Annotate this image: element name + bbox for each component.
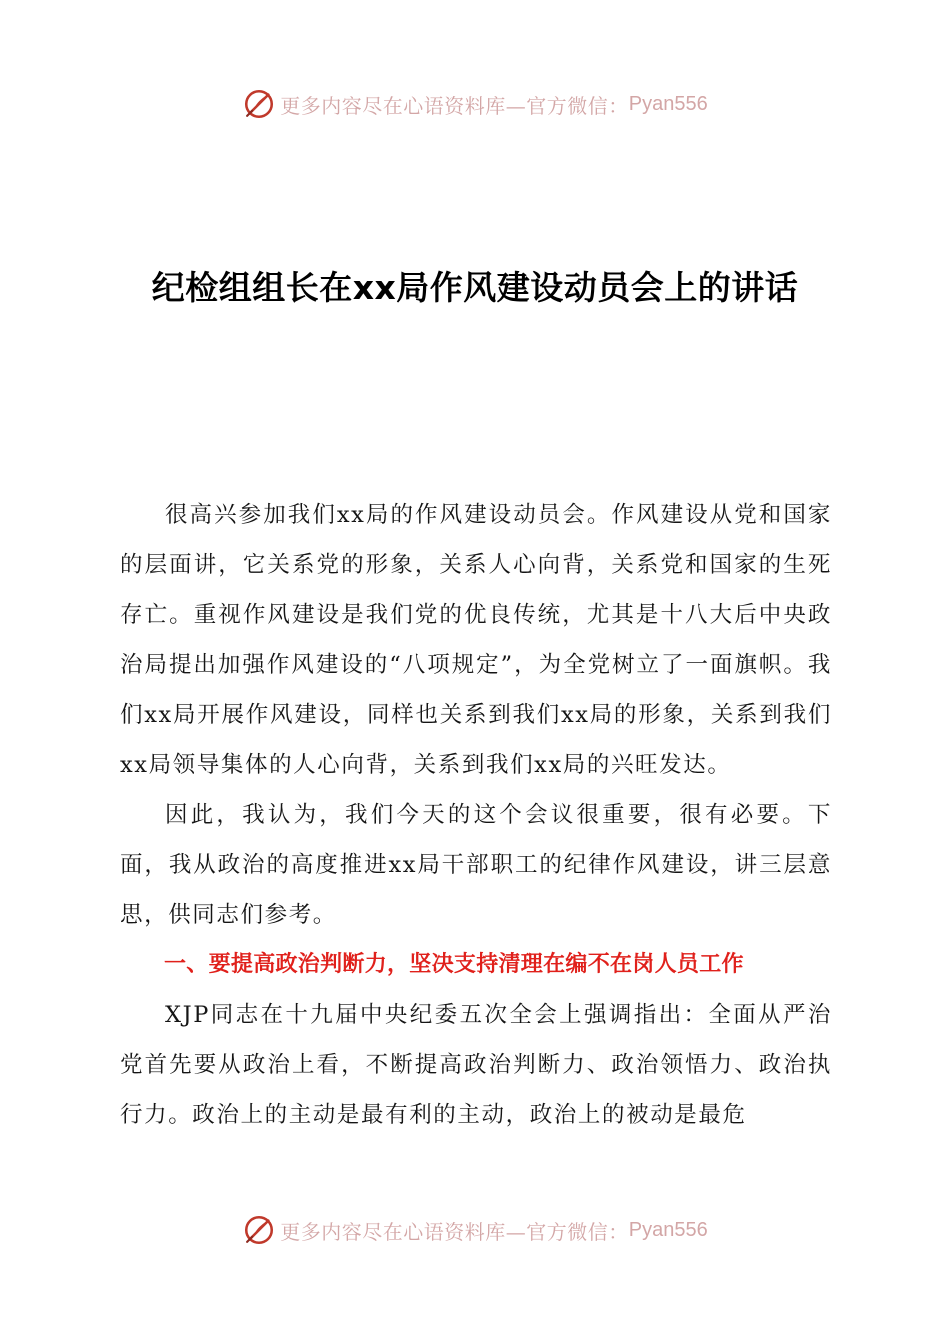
banner-contact: Pyan556 xyxy=(628,92,708,115)
document-body xyxy=(120,490,832,1140)
quill-logo-icon xyxy=(242,1213,276,1247)
banner-contact: Pyan556 xyxy=(628,1218,708,1241)
section-1-paragraph: XJP同志在十九届中央纪委五次全会上强调指出：全面从严治党首先要从政治上看，不断提高政治判断力、政治领悟力、政治执行力。政治上的主动是最有利的主动，政治上的被动是最危 xyxy=(120,1002,832,1128)
header-watermark-banner xyxy=(0,84,950,124)
document-title: 纪检组组长在xx局作风建设动员会上的讲话 xyxy=(151,268,799,307)
quill-logo-icon xyxy=(242,87,276,121)
banner-text: 更多内容尽在心语资料库—官方微信： xyxy=(280,1219,629,1244)
footer-watermark-banner xyxy=(0,1210,950,1250)
banner-text: 更多内容尽在心语资料库—官方微信： xyxy=(280,93,629,118)
body-paragraph-1: 很高兴参加我们xx局的作风建设动员会。作风建设从党和国家的层面讲，它关系党的形象，关系人心向背，关系党和国家的生死存亡。重视作风建设是我们党的优良传统，尤其是十八大后中央政治局提出加强作风建设的“八项规定”，为全党树立了一面旗帜。我们xx局开展作风建设，同样也关系到我们xx局的形象，关系到我们xx局领导集体的人心向背，关系到我们xx局的兴旺发达。 xyxy=(120,502,832,778)
section-heading-1: 一、要提高政治判断力，坚决支持清理在编不在岗人员工作 xyxy=(164,952,744,977)
body-paragraph-2: 因此，我认为，我们今天的这个会议很重要，很有必要。下面，我从政治的高度推进xx局干部职工的纪律作风建设，讲三层意思，供同志们参考。 xyxy=(120,802,832,928)
